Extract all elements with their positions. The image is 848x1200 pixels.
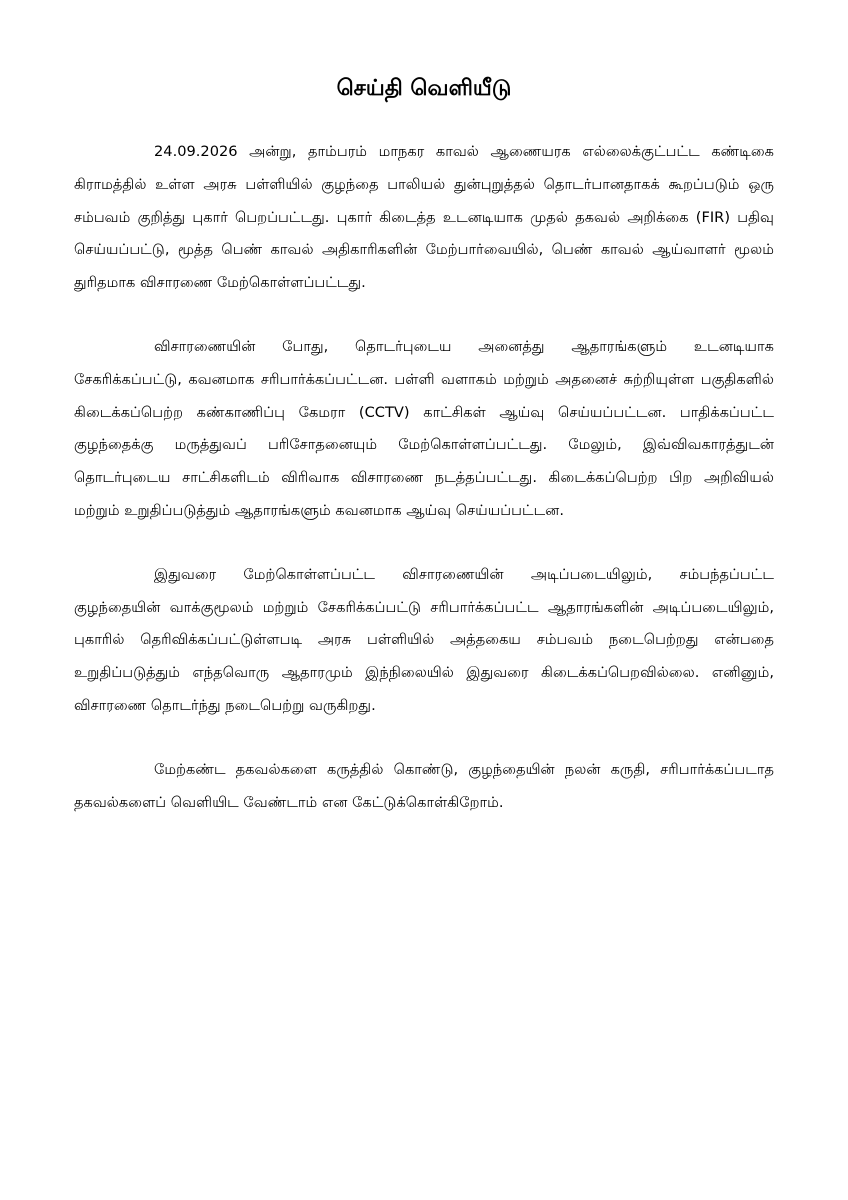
paragraph-evidence-collected: விசாரணையின் போது, தொடர்புடைய அனைத்து ஆதாரங்களும் உடனடியாக சேகரிக்கப்பட்டு, கவனமாக சரிபார்க்கப்பட்டன. பள்ளி வளாகம் மற்றும் அதனைச் சுற்றியுள்ள பகுதிகளில் கிடைக்கப்பெற்ற கண்காணிப்பு கேமரா (CCTV) காட்சிகள் ஆய்வு செய்யப்பட்டன. பாதிக்கப்பட்ட குழந்தைக்கு மருத்துவப் பரிசோதனையும் மேற்கொள்ளப்பட்டது. மேலும், இவ்விவகாரத்துடன் தொடர்புடைய சாட்சிகளிடம் விரிவாக விசாரணை நடத்தப்பட்டது. கிடைக்கப்பெற்ற பிற அறிவியல் மற்றும் உறுதிப்படுத்தும் ஆதாரங்களும் கவனமாக ஆய்வு செய்யப்பட்டன. [74, 337, 774, 519]
document-title: செய்தி வெளியீடு [336, 76, 512, 101]
paragraph-complaint-received: 24.09.2026 அன்று, தாம்பரம் மாநகர காவல் ஆணையரக எல்லைக்குட்பட்ட கண்டிகை கிராமத்தில் உள்ள அரசு பள்ளியில் குழந்தை பாலியல் துன்புறுத்தல் தொடர்பானதாகக் கூறப்படும் ஒரு சம்பவம் குறித்து புகார் பெறப்பட்டது. புகார் கிடைத்த உடனடியாக முதல் தகவல் அறிக்கை (FIR) பதிவு செய்யப்பட்டு, மூத்த பெண் காவல் அதிகாரிகளின் மேற்பார்வையில், பெண் காவல் ஆய்வாளர் மூலம் துரிதமாக விசாரணை மேற்கொள்ளப்பட்டது. [74, 143, 774, 292]
paragraph-request-to-public: மேற்கண்ட தகவல்களை கருத்தில் கொண்டு, குழந்தையின் நலன் கருதி, சரிபார்க்கப்படாத தகவல்களைப் வெளியிட வேண்டாம் என கேட்டுக்கொள்கிறோம். [74, 760, 774, 811]
document-body [74, 136, 774, 850]
paragraph-investigation-findings: இதுவரை மேற்கொள்ளப்பட்ட விசாரணையின் அடிப்படையிலும், சம்பந்தப்பட்ட குழந்தையின் வாக்குமூலம் மற்றும் சேகரிக்கப்பட்டு சரிபார்க்கப்பட்ட ஆதாரங்களின் அடிப்படையிலும், புகாரில் தெரிவிக்கப்பட்டுள்ளபடி அரசு பள்ளியில் அத்தகைய சம்பவம் நடைபெற்றது என்பதை உறுதிப்படுத்தும் எந்தவொரு ஆதாரமும் இந்நிலையில் இதுவரை கிடைக்கப்பெறவில்லை. எனினும், விசாரணை தொடர்ந்து நடைபெற்று வருகிறது. [74, 565, 774, 714]
